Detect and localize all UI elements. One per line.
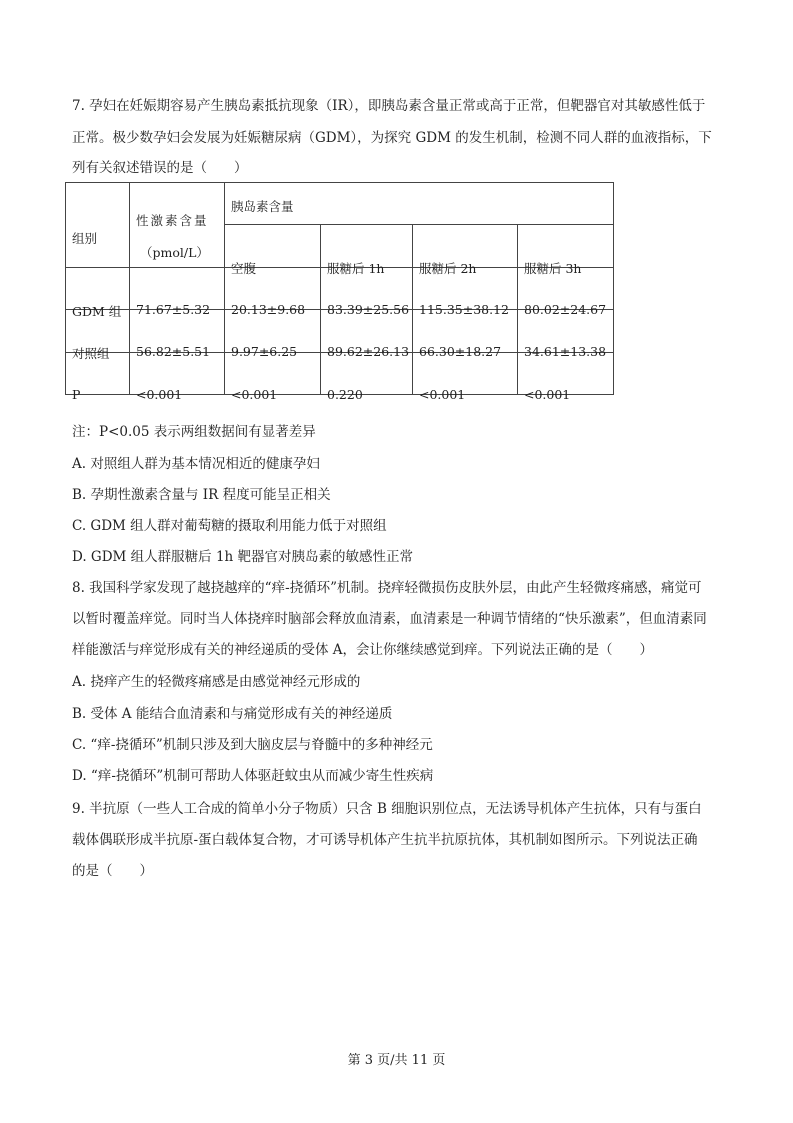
q8-stem-line-3: 样能激活与痒觉形成有关的神经递质的受体 A，会让你继续感觉到痒。下列说法正确的是（ ） xyxy=(72,642,654,658)
row-label: GDM 组 xyxy=(72,304,122,319)
header-hormone xyxy=(130,183,225,268)
row-hormone-value: 71.67±5.32 xyxy=(136,302,211,317)
q7-option-d: D. GDM 组人群服糖后 1h 靶器官对胰岛素的敏感性正常 xyxy=(72,549,414,565)
row-label: P xyxy=(72,387,81,402)
row-hormone-value: <0.001 xyxy=(136,387,183,402)
row-hormone-cell xyxy=(130,353,225,402)
row-value: 20.13±9.68 xyxy=(231,302,306,317)
row-value-cell xyxy=(518,353,614,402)
row-value-cell xyxy=(413,310,518,359)
q7-stem-line-3: 列有关叙述错误的是（ ） xyxy=(72,160,248,176)
row-value: 66.30±18.27 xyxy=(419,344,502,359)
row-value-cell xyxy=(413,268,518,317)
row-label-cell xyxy=(66,310,130,361)
header-group-label: 组别 xyxy=(72,231,98,246)
row-value: 34.61±13.38 xyxy=(524,344,607,359)
row-value-cell xyxy=(321,310,413,359)
row-value-cell xyxy=(321,353,413,402)
row-hormone-cell xyxy=(130,310,225,359)
q7-data-table xyxy=(65,182,614,402)
subheader-2h-label: 服糖后 2h xyxy=(419,261,477,276)
q7-stem-line-1: 7. 孕妇在妊娠期容易产生胰岛素抵抗现象（IR），即胰岛素含量正常或高于正常，但靶器官对其敏感性低于 xyxy=(72,98,706,114)
row-label-cell xyxy=(66,353,130,402)
q7-stem-line-2: 正常。极少数孕妇会发展为妊娠糖尿病（GDM），为探究 GDM 的发生机制，检测不同人群的血液指标，下 xyxy=(72,130,712,146)
row-value: 115.35±38.12 xyxy=(419,302,509,317)
q7-option-c: C. GDM 组人群对葡萄糖的摄取利用能力低于对照组 xyxy=(72,518,387,534)
q7-table-note: 注：P<0.05 表示两组数据间有显著差异 xyxy=(72,424,316,440)
q8-stem-line-2: 以暂时覆盖痒觉。同时当人体挠痒时脑部会释放血清素，血清素是一种调节情绪的“快乐激素”，但血清素同 xyxy=(72,611,707,627)
q7-option-b: B. 孕期性激素含量与 IR 程度可能呈正相关 xyxy=(72,487,331,503)
subheader-1h-label: 服糖后 1h xyxy=(327,261,385,276)
table-row xyxy=(66,268,614,310)
row-value: 0.220 xyxy=(327,387,363,402)
q9-stem-line-2: 载体偶联形成半抗原-蛋白载体复合物，才可诱导机体产生抗半抗原抗体，其机制如图所示。下列说法正确 xyxy=(72,832,698,848)
table-row xyxy=(66,353,614,395)
subheader-3h xyxy=(518,225,614,276)
q8-option-d: D. “痒-挠循环”机制可帮助人体驱赶蚊虫从而减少寄生性疾病 xyxy=(72,768,434,784)
row-label-cell xyxy=(66,268,130,319)
row-value: <0.001 xyxy=(231,387,278,402)
header-insulin-label: 胰岛素含量 xyxy=(231,199,294,214)
q7-option-a: A. 对照组人群为基本情况相近的健康孕妇 xyxy=(72,456,320,472)
row-value: 83.39±25.56 xyxy=(327,302,410,317)
table-row xyxy=(66,310,614,353)
row-hormone-cell xyxy=(130,268,225,317)
q8-option-b: B. 受体 A 能结合血清素和与痛觉形成有关的神经递质 xyxy=(72,706,393,722)
row-value: <0.001 xyxy=(524,387,571,402)
row-value-cell xyxy=(225,353,321,402)
row-hormone-value: 56.82±5.51 xyxy=(136,344,211,359)
row-value: 9.97±6.25 xyxy=(231,344,298,359)
q8-option-c: C. “痒-挠循环”机制只涉及到大脑皮层与脊髓中的多种神经元 xyxy=(72,737,433,753)
row-value-cell xyxy=(225,310,321,359)
row-value: 80.02±24.67 xyxy=(524,302,607,317)
header-insulin xyxy=(225,183,614,225)
subheader-fasting-label: 空腹 xyxy=(231,261,257,276)
row-value-cell xyxy=(225,268,321,317)
row-value: 89.62±26.13 xyxy=(327,344,410,359)
q8-option-a: A. 挠痒产生的轻微疼痛感是由感觉神经元形成的 xyxy=(72,674,361,690)
header-group xyxy=(66,183,130,268)
row-value-cell xyxy=(413,353,518,402)
subheader-2h xyxy=(413,225,518,276)
q8-stem-line-1: 8. 我国科学家发现了越挠越痒的“痒-挠循环”机制。挠痒轻微损伤皮肤外层，由此产生轻微疼痛感，痛觉可 xyxy=(72,580,702,596)
row-value-cell xyxy=(321,268,413,317)
row-label: 对照组 xyxy=(72,346,110,361)
subheader-fasting xyxy=(225,225,321,276)
page-footer: 第 3 页/共 11 页 xyxy=(347,1053,446,1068)
q9-stem-line-1: 9. 半抗原（一些人工合成的简单小分子物质）只含 B 细胞识别位点，无法诱导机体产生抗体，只有与蛋白 xyxy=(72,801,702,817)
subheader-1h xyxy=(321,225,413,276)
q9-stem-line-3: 的是（ ） xyxy=(72,863,153,879)
row-value-cell xyxy=(518,268,614,317)
subheader-3h-label: 服糖后 3h xyxy=(524,261,582,276)
header-hormone-label: 性激素含量 xyxy=(136,213,209,228)
header-hormone-unit: （pmol/L） xyxy=(140,245,209,260)
row-value-cell xyxy=(518,310,614,359)
row-value: <0.001 xyxy=(419,387,466,402)
